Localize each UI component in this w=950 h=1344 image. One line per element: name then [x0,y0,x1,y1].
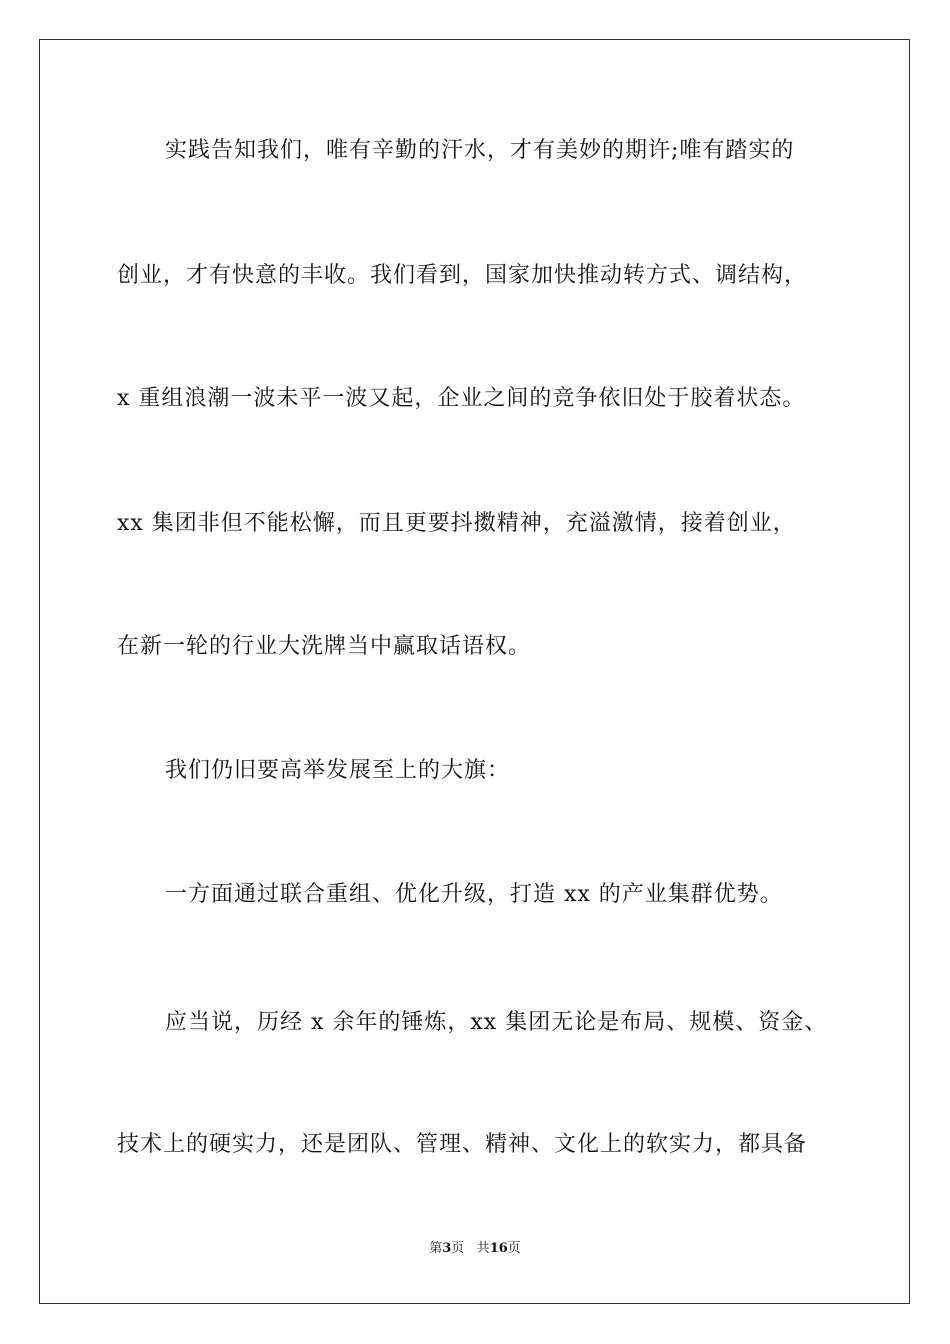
paragraph-line-4: xx 集团非但不能松懈，而且更要抖擞精神，充溢激情，接着创业， [117,511,796,536]
paragraph-line-6: 我们仍旧要高举发展至上的大旗： [165,758,511,783]
paragraph-line-3: x 重组浪潮一波未平一波又起，企业之间的竞争依旧处于胶着状态。 [117,386,806,411]
paragraph-line-1: 实践告知我们，唯有辛勤的汗水，才有美妙的期许;唯有踏实的 [165,138,795,163]
paragraph-line-7: 一方面通过联合重组、优化升级，打造 xx 的产业集群优势。 [165,882,783,907]
page-footer [0,1240,950,1258]
paragraph-line-8: 应当说，历经 x 余年的锤炼，xx 集团无论是布局、规模、资金、 [165,1010,828,1035]
paragraph-line-2: 创业，才有快意的丰收。我们看到，国家加快推动转方式、调结构， [117,263,808,288]
total-page-count: 16 [489,1241,508,1256]
total-suffix: 页 [507,1241,521,1256]
current-page-number: 3 [442,1241,452,1256]
page-suffix: 页 [451,1241,465,1256]
page-prefix: 第 [429,1241,443,1256]
paragraph-line-9: 技术上的硬实力，还是团队、管理、精神、文化上的软实力，都具备 [117,1132,808,1157]
page-border [39,39,910,1304]
paragraph-line-5: 在新一轮的行业大洗牌当中赢取话语权。 [117,634,532,659]
total-prefix: 共 [476,1241,490,1256]
